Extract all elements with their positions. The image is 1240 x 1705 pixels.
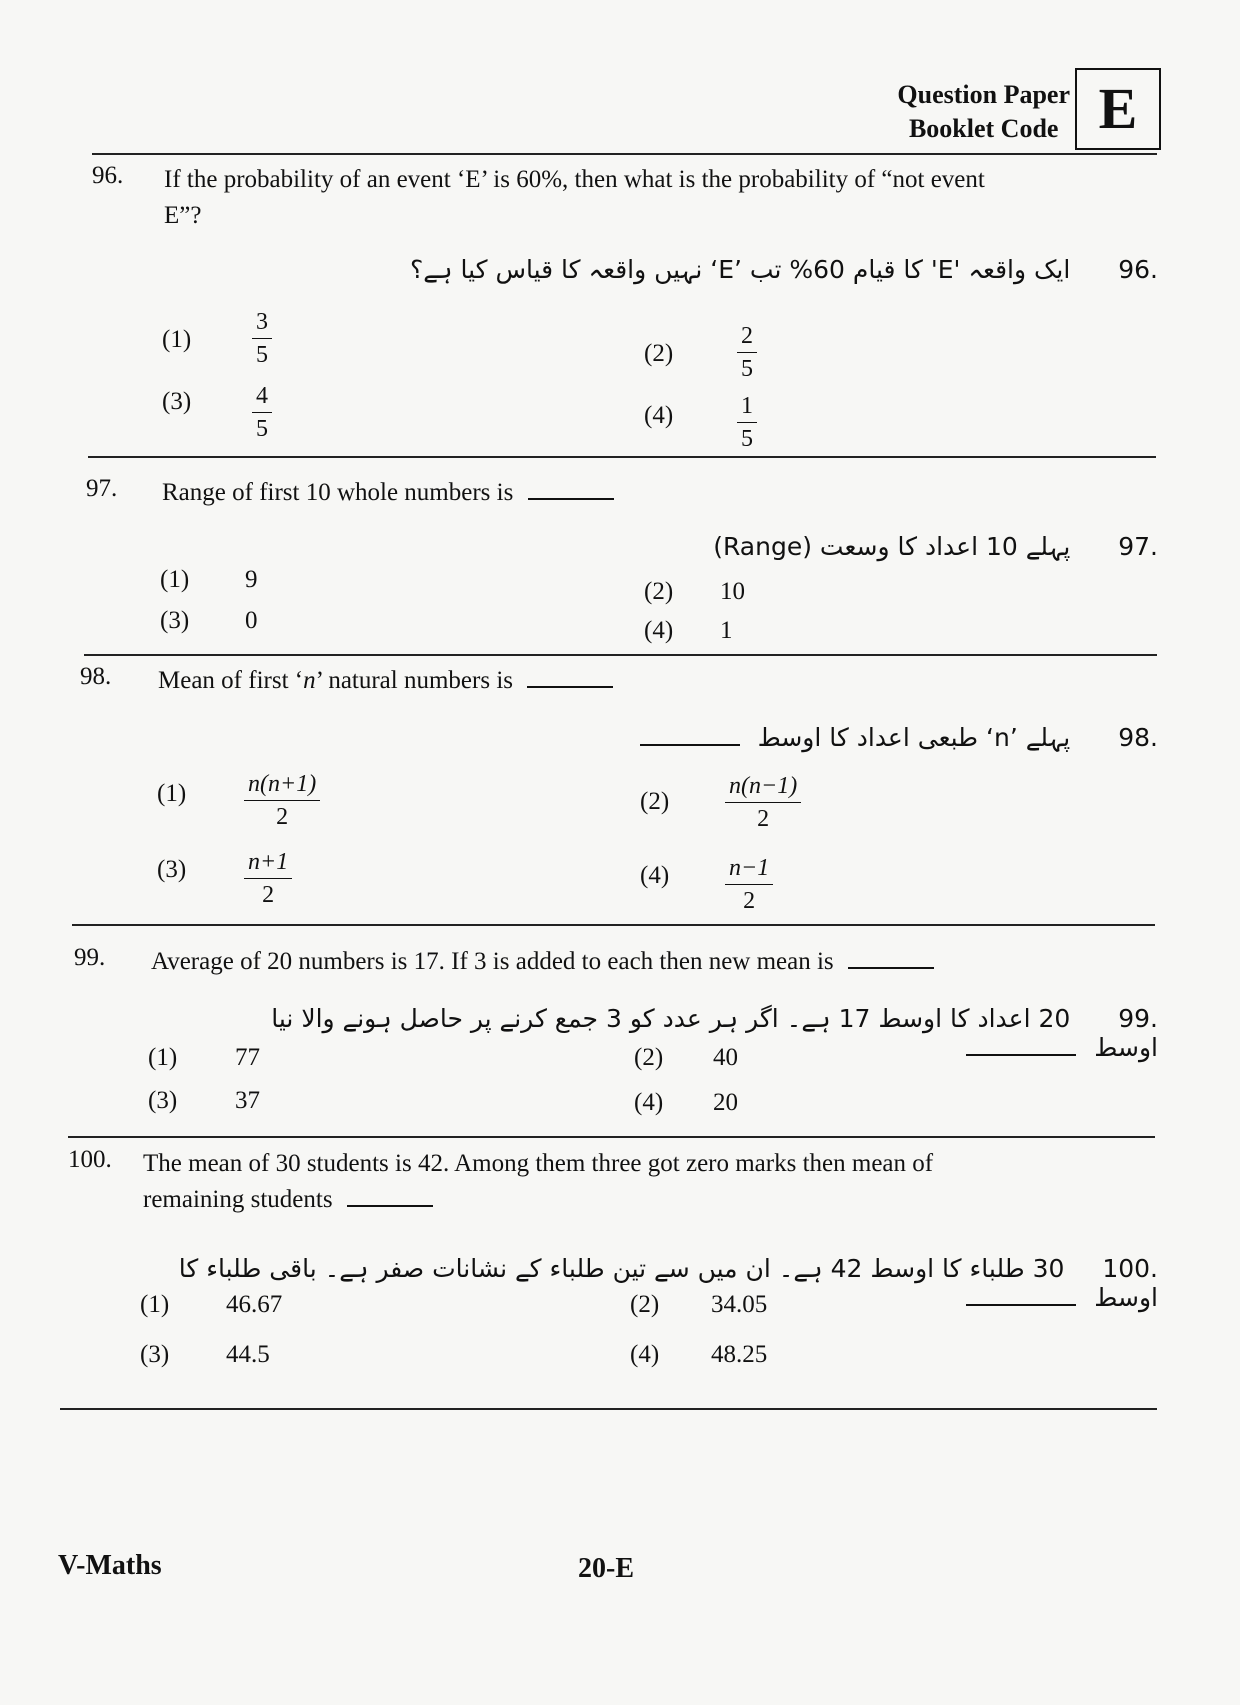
question-number: 99.	[74, 944, 106, 971]
urdu-question-text: 30 طلباء کا اوسط 42 ہے۔ ان میں سے تین طلباء کے نشانات صفر ہے۔ باقی طلباء کا اوسط	[178, 1254, 1158, 1312]
answer-blank	[347, 1205, 433, 1207]
option-label: (2)	[644, 578, 674, 605]
question-number: 100.	[68, 1146, 112, 1173]
question-text-content: remaining students	[143, 1186, 333, 1213]
booklet-code-label	[897, 78, 1070, 146]
question-text-content: Range of first 10 whole numbers is	[162, 479, 514, 506]
urdu-question-number: .96	[1118, 255, 1158, 284]
question-text-line	[143, 1182, 1103, 1218]
option-label: (2)	[640, 788, 670, 815]
urdu-question	[458, 532, 1158, 561]
question-number: 97.	[86, 475, 118, 502]
option-2-fraction[interactable]	[725, 772, 801, 833]
option-4-fraction[interactable]	[725, 854, 773, 915]
answer-blank	[848, 967, 934, 969]
answer-blank	[640, 744, 740, 746]
fraction-numerator: n−1	[729, 855, 770, 881]
question-text-line: E”?	[164, 202, 202, 229]
option-label: (2)	[644, 340, 674, 367]
answer-blank	[966, 1054, 1076, 1056]
option-2-value[interactable]: 40	[713, 1044, 738, 1071]
question-variable: n	[303, 667, 316, 694]
option-label: (3)	[157, 856, 187, 883]
option-label: (4)	[634, 1089, 664, 1116]
option-label: (1)	[160, 566, 190, 593]
option-label: (1)	[162, 326, 192, 353]
urdu-question	[158, 255, 1158, 284]
question-text-content: Average of 20 numbers is 17. If 3 is added to each then new mean is	[151, 948, 834, 975]
option-label: (3)	[162, 388, 192, 415]
question-text-part: Mean of first ‘	[158, 667, 304, 694]
question-text-line: The mean of 30 students is 42. Among them three got zero marks then mean of	[143, 1150, 934, 1177]
option-4-value[interactable]: 48.25	[711, 1341, 768, 1368]
fraction-denominator: 2	[743, 888, 756, 914]
option-label: (2)	[630, 1291, 660, 1318]
divider	[88, 456, 1156, 458]
option-label: (4)	[644, 617, 674, 644]
urdu-question-text: ایک واقعہ 'E' کا قیام 60% تب ’E‘ نہیں واقعہ کا قیاس کیا ہے؟	[409, 255, 1071, 284]
option-3-value[interactable]: 37	[235, 1087, 260, 1114]
option-1-value[interactable]: 77	[235, 1044, 260, 1071]
answer-blank	[527, 686, 613, 688]
option-label: (4)	[630, 1341, 660, 1368]
option-3-value[interactable]: 44.5	[226, 1341, 270, 1368]
option-2-value[interactable]: 10	[720, 578, 745, 605]
question-text	[158, 663, 613, 699]
question-number: 98.	[80, 663, 112, 690]
urdu-question-number: .100	[1102, 1254, 1158, 1283]
urdu-question	[258, 1004, 1158, 1062]
divider	[60, 1408, 1157, 1410]
fraction-denominator: 2	[262, 882, 275, 908]
urdu-question-number: .98	[1118, 723, 1158, 752]
question-text-part: ’ natural numbers is	[315, 667, 513, 694]
option-1-fraction[interactable]: $\frac{3}{5}$	[252, 308, 272, 369]
option-3-fraction[interactable]	[244, 848, 292, 909]
urdu-question	[458, 723, 1158, 752]
option-1-value[interactable]: 9	[245, 566, 258, 593]
option-4-fraction[interactable]: $\frac{1}{5}$	[737, 392, 757, 453]
option-1-value[interactable]: 46.67	[226, 1291, 283, 1318]
booklet-label-line1: Question Paper	[897, 80, 1070, 109]
option-4-value[interactable]: 20	[713, 1089, 738, 1116]
option-2-value[interactable]: 34.05	[711, 1291, 768, 1318]
divider	[84, 654, 1157, 656]
question-text	[164, 162, 1159, 234]
urdu-question-number: .99	[1118, 1004, 1158, 1033]
option-label: (4)	[640, 862, 670, 889]
option-label: (1)	[157, 780, 187, 807]
option-2-fraction[interactable]: $\frac{2}{5}$	[737, 322, 757, 383]
question-text	[143, 1146, 1103, 1218]
answer-blank	[528, 498, 614, 500]
option-label: (3)	[140, 1341, 170, 1368]
option-label: (3)	[148, 1087, 178, 1114]
question-text	[162, 475, 614, 511]
answer-blank	[966, 1304, 1076, 1306]
option-3-fraction[interactable]: $\frac{4}{5}$	[252, 382, 272, 443]
question-text	[151, 944, 934, 980]
fraction-denominator: 2	[757, 806, 770, 832]
fraction-numerator: n(n+1)	[248, 771, 317, 797]
option-4-value[interactable]: 1	[720, 617, 733, 644]
urdu-question-text: 20 اعداد کا اوسط 17 ہے۔ اگر ہر عدد کو 3 جمع کرنے پر حاصل ہونے والا نیا اوسط	[271, 1004, 1158, 1062]
booklet-code-box: E	[1075, 68, 1161, 150]
option-1-fraction[interactable]	[244, 770, 320, 831]
fraction-numerator: n+1	[248, 849, 289, 875]
divider	[92, 153, 1157, 155]
page-number: 20-E	[578, 1553, 634, 1584]
fraction-denominator: 2	[276, 804, 289, 830]
urdu-question-text: پہلے 10 اعداد کا وسعت (Range)	[713, 532, 1071, 561]
option-3-value[interactable]: 0	[245, 607, 258, 634]
divider	[68, 1136, 1155, 1138]
option-label: (3)	[160, 607, 190, 634]
option-label: (4)	[644, 402, 674, 429]
subject-label: V-Maths	[58, 1550, 162, 1581]
option-label: (1)	[140, 1291, 170, 1318]
option-label: (1)	[148, 1044, 178, 1071]
option-label: (2)	[634, 1044, 664, 1071]
fraction-numerator: n(n−1)	[729, 773, 798, 799]
urdu-question-text: پہلے ’n‘ طبعی اعداد کا اوسط	[757, 723, 1071, 752]
question-text-line: If the probability of an event ‘E’ is 60%, then what is the probability of “not event	[164, 166, 985, 193]
booklet-label-line2: Booklet Code	[908, 114, 1059, 143]
urdu-question-number: .97	[1118, 532, 1158, 561]
divider	[72, 924, 1155, 926]
question-number: 96.	[92, 162, 124, 189]
